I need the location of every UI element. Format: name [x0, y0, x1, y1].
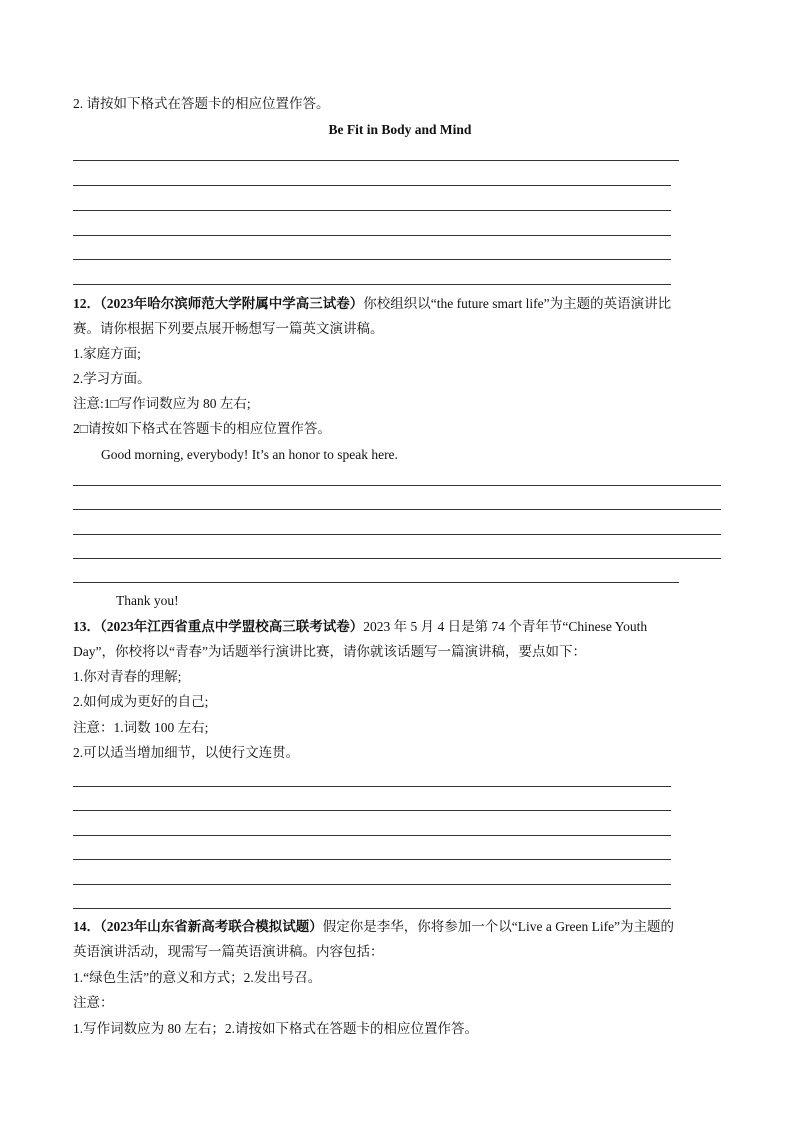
question-12-point1: 1.家庭方面;	[73, 346, 141, 361]
writing-line	[73, 235, 671, 236]
question-14-note-label: 注意：	[73, 995, 114, 1010]
question-12-point2: 2.学习方面。	[73, 371, 151, 386]
question-source: （2023年江西省重点中学盟校高三联考试卷）	[100, 619, 364, 634]
question-13-line1	[73, 619, 647, 635]
question-14-points: 1.“绿色生活”的意义和方式；2.发出号召。	[73, 970, 322, 985]
question-13-note2: 2.可以适当增加细节，以使行文连贯。	[73, 745, 300, 760]
question-source: （2023年山东省新高考联合模拟试题）	[100, 919, 323, 934]
writing-line	[73, 908, 671, 909]
writing-line	[73, 810, 671, 811]
writing-line	[73, 284, 671, 285]
question-number: 12．	[73, 296, 100, 311]
writing-line	[73, 185, 671, 186]
writing-line	[73, 210, 671, 211]
question-12-line1	[73, 296, 671, 312]
question-13-line2: Day”，你校将以“青春”为话题举行演讲比赛，请你就该话题写一篇演讲稿，要点如下：	[73, 644, 586, 659]
question-prompt: 2023 年 5 月 4 日是第 74 个青年节“Chinese Youth	[363, 619, 648, 634]
writing-line	[73, 582, 679, 583]
question-number: 13．	[73, 619, 100, 634]
question-12-line2: 赛。请你根据下列要点展开畅想写一篇英文演讲稿。	[73, 321, 384, 336]
question-12-note1: 注意:1□写作词数应为 80 左右;	[73, 396, 251, 411]
writing-line	[73, 884, 671, 885]
writing-line	[73, 786, 671, 787]
writing-line	[73, 558, 721, 559]
essay-title-text: Be Fit in Body and Mind	[328, 122, 472, 137]
writing-line	[73, 509, 721, 510]
question-14-note: 1.写作词数应为 80 左右；2.请按如下格式在答题卡的相应位置作答。	[73, 1021, 478, 1036]
question-source: （2023年哈尔滨师范大学附属中学高三试卷）	[100, 296, 364, 311]
essay-title	[0, 122, 800, 138]
writing-line	[73, 835, 671, 836]
writing-line	[73, 485, 721, 486]
question-14-line2: 英语演讲活动，现需写一篇英语演讲稿。内容包括：	[73, 944, 384, 959]
speech-opening: Good morning, everybody! It’s an honor to speak here.	[101, 447, 398, 462]
question-number: 14．	[73, 919, 100, 934]
instruction-line: 2. 请按如下格式在答题卡的相应位置作答。	[73, 96, 330, 111]
question-prompt: 你校组织以“the future smart life”为主题的英语演讲比	[363, 296, 672, 311]
question-14-line1	[73, 919, 674, 935]
writing-line	[73, 859, 671, 860]
writing-line	[73, 534, 721, 535]
question-12-note2: 2□请按如下格式在答题卡的相应位置作答。	[73, 421, 331, 436]
question-13-point2: 2.如何成为更好的自己;	[73, 694, 209, 709]
question-13-point1: 1.你对青春的理解;	[73, 669, 182, 684]
writing-line	[73, 259, 671, 260]
speech-closing: Thank you!	[116, 593, 179, 608]
writing-line	[73, 160, 679, 161]
question-prompt: 假定你是李华，你将参加一个以“Live a Green Life”为主题的	[322, 919, 675, 934]
question-13-note1: 注意：1.词数 100 左右;	[73, 720, 209, 735]
